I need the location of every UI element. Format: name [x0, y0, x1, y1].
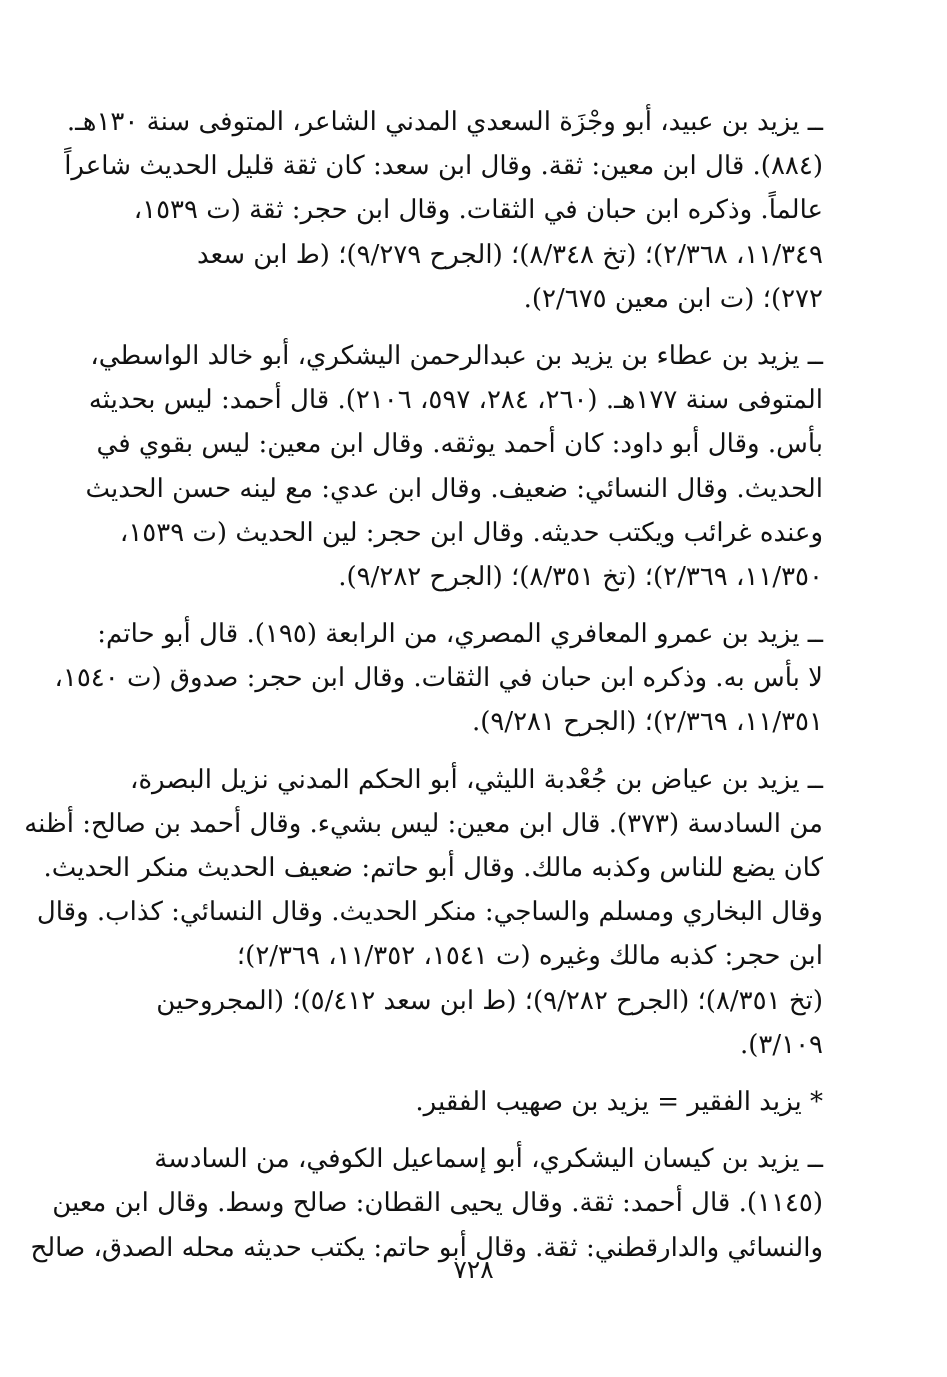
entry-yazid-bin-ubayd [64, 100, 823, 321]
text-line: عالماً. وذكره ابن حبان في الثقات. وقال ابن حجر: ثقة (ت ١٥٣٩، [133, 195, 823, 226]
text-line: ٢٧٢)؛ (ت ابن معين ٢/٦٧٥). [523, 283, 823, 314]
entry-yazid-al-faqir [124, 1080, 823, 1124]
text-line: والنسائي والدارقطني: ثقة. وقال أبو حاتم: يكتب حديثه محله الصدق، صالح [30, 1232, 823, 1263]
entry-yazid-bin-ata [85, 334, 823, 599]
text-line: ١١/٣٥١، ٢/٣٦٩)؛ (الجرح ٩/٢٨١). [471, 707, 823, 738]
entry-yazid-bin-iyad [24, 758, 823, 1067]
text-line: ــ يزيد بن عطاء بن يزيد بن عبدالرحمن اليشكري، أبو خالد الواسطي، [90, 340, 823, 371]
page-number: ٧٢٨ [453, 1255, 494, 1284]
text-line: وقال البخاري ومسلم والساجي: منكر الحديث. وقال النسائي: كذاب. وقال [36, 897, 823, 928]
text-line: لا بأس به. وذكره ابن حبان في الثقات. وقال ابن حجر: صدوق (ت ١٥٤٠، [54, 663, 823, 694]
text-line: المتوفى سنة ١٧٧هـ. (٢٦٠، ٢٨٤، ٥٩٧، ٢١٠٦). قال أحمد: ليس بحديثه [88, 385, 823, 416]
text-line: وعنده غرائب ويكتب حديثه. وقال ابن حجر: لين الحديث (ت ١٥٣٩، [119, 517, 823, 548]
text-line: * يزيد الفقير = يزيد بن صهيب الفقير. [415, 1086, 823, 1117]
text-line: من السادسة (٣٧٣). قال ابن معين: ليس بشيء. وقال أحمد بن صالح: أظنه [24, 808, 823, 839]
text-line: ١١/٣٥٠، ٢/٣٦٩)؛ (تخ ٨/٣٥١)؛ (الجرح ٩/٢٨٢). [338, 561, 823, 592]
text-line: (تخ ٨/٣٥١)؛ (الجرح ٩/٢٨٢)؛ (ط ابن سعد ٥/٤١٢)؛ (المجروحين [156, 985, 823, 1016]
text-line: ١١/٣٤٩، ٢/٣٦٨)؛ (تخ ٨/٣٤٨)؛ (الجرح ٩/٢٧٩)؛ (ط ابن سعد [197, 239, 823, 270]
text-line: بأس. وقال أبو داود: كان أحمد يوثقه. وقال ابن معين: ليس بقوي في [96, 429, 823, 460]
text-line: (١١٤٥). قال أحمد: ثقة. وقال يحيى القطان: صالح وسط. وقال ابن معين [52, 1188, 823, 1219]
text-line: ــ يزيد بن كيسان اليشكري، أبو إسماعيل الكوفي، من السادسة [154, 1144, 823, 1175]
text-line: ــ يزيد بن عمرو المعافري المصري، من الرابعة (١٩٥). قال أبو حاتم: [97, 619, 823, 650]
text-line: ــ يزيد بن عبيد، أبو وجْزَة السعدي المدني الشاعر، المتوفى سنة ١٣٠هـ. [66, 107, 823, 137]
page-body [24, 100, 823, 1270]
entry-yazid-bin-kaysan [30, 1137, 823, 1270]
text-line: ــ يزيد بن عياض بن جُعْدبة الليثي، أبو الحكم المدني نزيل البصرة، [130, 764, 823, 795]
text-line: الحديث. وقال النسائي: ضعيف. وقال ابن عدي: مع لينه حسن الحديث [85, 473, 823, 504]
text-line: (٨٨٤). قال ابن معين: ثقة. وقال ابن سعد: كان ثقة قليل الحديث شاعراً [64, 151, 823, 182]
entry-yazid-bin-amr [54, 612, 823, 745]
text-line: ٣/١٠٩). [739, 1029, 823, 1060]
text-line: كان يضع للناس وكذبه مالك. وقال أبو حاتم: ضعيف الحديث منكر الحديث. [43, 853, 823, 883]
text-line: ابن حجر: كذبه مالك وغيره (ت ١٥٤١، ١١/٣٥٢، ٢/٣٦٩)؛ [236, 941, 823, 972]
